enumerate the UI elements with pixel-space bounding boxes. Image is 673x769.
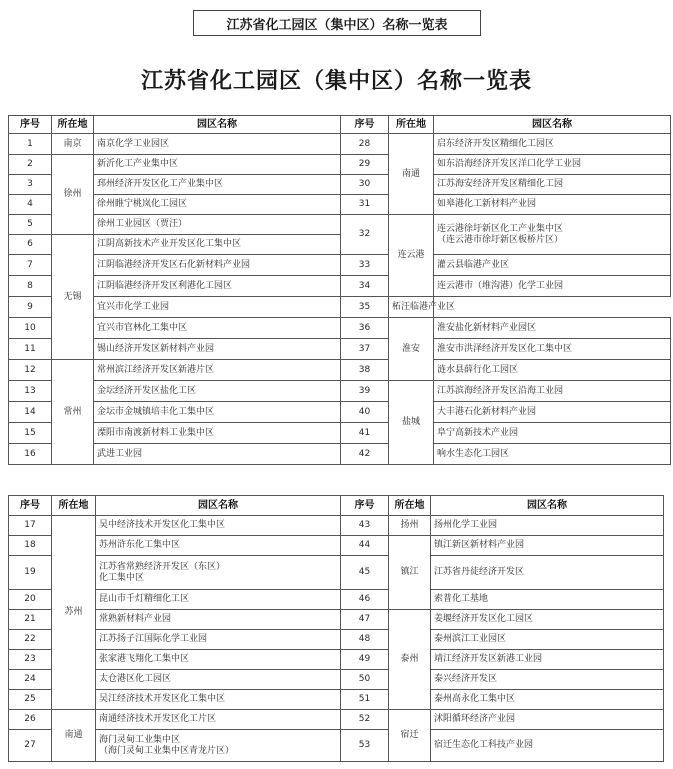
table-row — [9, 670, 664, 690]
park-name: 扬州化学工业园 — [431, 516, 664, 536]
table-row — [9, 318, 671, 339]
header-location: 所在地 — [52, 116, 94, 134]
row-no: 25 — [9, 690, 52, 710]
header-park-name: 园区名称 — [94, 116, 341, 134]
header-park-name: 园区名称 — [431, 496, 664, 516]
row-no: 47 — [341, 610, 389, 630]
park-table-1 — [8, 115, 671, 465]
row-no: 17 — [9, 516, 52, 536]
row-no: 35 — [341, 297, 389, 318]
park-name: 江苏扬子江国际化学工业园 — [96, 630, 341, 650]
park-name: 沭阳循环经济产业园 — [431, 710, 664, 730]
row-no: 40 — [341, 402, 389, 423]
park-name: 镇江新区新材料产业园 — [431, 536, 664, 556]
park-name: 响水生态化工园区 — [434, 444, 671, 465]
park-name: 淮安市洪泽经济开发区化工集中区 — [434, 339, 671, 360]
table-row — [9, 255, 671, 276]
table-row — [9, 556, 664, 590]
row-no: 8 — [9, 276, 52, 297]
park-name: 张家港飞翔化工集中区 — [96, 650, 341, 670]
row-no: 51 — [341, 690, 389, 710]
table-row — [9, 297, 671, 318]
row-no: 37 — [341, 339, 389, 360]
park-name: 泰兴经济开发区 — [431, 670, 664, 690]
row-no: 46 — [341, 590, 389, 610]
row-no: 41 — [341, 423, 389, 444]
park-name: 涟水县薛行化工园区 — [434, 360, 671, 381]
row-no: 5 — [9, 215, 52, 235]
row-no: 12 — [9, 360, 52, 381]
park-name: 启东经济开发区精细化工园区 — [434, 134, 671, 155]
location-cell: 淮安 — [389, 318, 434, 381]
park-name-line: 连云港徐圩新区化工产业集中区 — [437, 223, 564, 234]
park-name: 江阴临港经济开发区利港化工园区 — [94, 276, 341, 297]
row-no: 52 — [341, 710, 389, 730]
location-cell: 南京 — [52, 134, 94, 155]
park-name: 邳州经济开发区化工产业集中区 — [94, 175, 341, 195]
park-name: 江阴高新技术产业开发区化工集中区 — [94, 235, 341, 255]
row-no: 33 — [341, 255, 389, 276]
park-name: 溧阳市南渡新材料工业集中区 — [94, 423, 341, 444]
location-cell: 盐城 — [389, 381, 434, 465]
park-name: 灌云县临港产业区 — [434, 255, 671, 276]
park-name: 宿迁生态化工科技产业园 — [431, 730, 664, 762]
header-no: 序号 — [341, 496, 389, 516]
park-name: 常州滨江经济开发区新港片区 — [94, 360, 341, 381]
row-no: 19 — [9, 556, 52, 590]
row-no: 44 — [341, 536, 389, 556]
park-name: 昆山市千灯精细化工区 — [96, 590, 341, 610]
table-row — [9, 134, 671, 155]
row-no: 22 — [9, 630, 52, 650]
row-no: 32 — [341, 215, 389, 255]
park-name: 徐州工业园区（贾汪） — [94, 215, 341, 235]
park-name: 金坛市金城镇培丰化工集中区 — [94, 402, 341, 423]
park-name: 宜兴市官林化工集中区 — [94, 318, 341, 339]
park-name: 苏州浒东化工集中区 — [96, 536, 341, 556]
park-name: 淮安盐化新材料产业园区 — [434, 318, 671, 339]
table-row — [9, 339, 671, 360]
table-row — [9, 536, 664, 556]
park-table-2 — [8, 495, 664, 762]
location-cell: 徐州 — [52, 155, 94, 235]
header-no: 序号 — [9, 116, 52, 134]
park-name: 如东沿海经济开发区洋口化学工业园 — [434, 155, 671, 175]
park-name: 泰州滨江工业园区 — [431, 630, 664, 650]
park-name: 江苏滨海经济开发区沿海工业园 — [434, 381, 671, 402]
location-cell: 宿迁 — [389, 710, 431, 762]
row-no: 27 — [9, 730, 52, 762]
table-row — [9, 175, 671, 195]
header-park-name: 园区名称 — [434, 116, 671, 134]
header-location: 所在地 — [389, 496, 431, 516]
location-cell: 南通 — [52, 710, 96, 762]
header-location: 所在地 — [52, 496, 96, 516]
location-cell: 苏州 — [52, 516, 96, 710]
row-no: 31 — [341, 195, 389, 215]
park-name: 泰州高永化工集中区 — [431, 690, 664, 710]
park-name — [96, 556, 341, 590]
park-name: 吴中经济技术开发区化工集中区 — [96, 516, 341, 536]
row-no: 2 — [9, 155, 52, 175]
location-cell: 镇江 — [389, 536, 431, 610]
park-name: 新沂化工产业集中区 — [94, 155, 341, 175]
park-name: 江苏省丹徒经济开发区 — [431, 556, 664, 590]
table-header-row — [9, 496, 664, 516]
location-cell: 南通 — [389, 134, 434, 215]
row-no: 7 — [9, 255, 52, 276]
park-name: 如皋港化工新材料产业园 — [434, 195, 671, 215]
park-name: 徐州睢宁桃岚化工园区 — [94, 195, 341, 215]
row-no: 28 — [341, 134, 389, 155]
table-row — [9, 516, 664, 536]
park-name: 索普化工基地 — [431, 590, 664, 610]
row-no: 30 — [341, 175, 389, 195]
location-cell: 常州 — [52, 360, 94, 465]
header-no: 序号 — [9, 496, 52, 516]
table-row — [9, 630, 664, 650]
table-row — [9, 195, 671, 215]
document-title: 江苏省化工园区（集中区）名称一览表 — [140, 68, 532, 94]
table-row — [9, 215, 671, 235]
row-no: 26 — [9, 710, 52, 730]
park-name: 江阴临港经济开发区石化新材料产业园 — [94, 255, 341, 276]
table-row — [9, 423, 671, 444]
header-location: 所在地 — [389, 116, 434, 134]
park-name: 常熟新材料产业园 — [96, 610, 341, 630]
location-cell: 连云港 — [389, 215, 434, 297]
row-no: 49 — [341, 650, 389, 670]
park-name-line: （连云港市徐圩新区板桥片区） — [437, 234, 564, 245]
park-name: 吴江经济技术开发区化工集中区 — [96, 690, 341, 710]
row-no: 34 — [341, 276, 389, 297]
row-no: 6 — [9, 235, 52, 255]
row-no: 29 — [341, 155, 389, 175]
row-no: 14 — [9, 402, 52, 423]
row-no: 15 — [9, 423, 52, 444]
row-no: 21 — [9, 610, 52, 630]
park-name: 靖江经济开发区新港工业园 — [431, 650, 664, 670]
row-no: 9 — [9, 297, 52, 318]
park-name: 姜堰经济开发区化工园区 — [431, 610, 664, 630]
park-name: 江苏海安经济开发区精细化工园 — [434, 175, 671, 195]
table-row — [9, 610, 664, 630]
park-name-line: 化工集中区 — [99, 572, 145, 583]
row-no: 10 — [9, 318, 52, 339]
table-row — [9, 590, 664, 610]
table-row — [9, 155, 671, 175]
park-name: 南京化学工业园区 — [94, 134, 341, 155]
table-row — [9, 650, 664, 670]
row-no: 53 — [341, 730, 389, 762]
table-row — [9, 444, 671, 465]
row-no: 3 — [9, 175, 52, 195]
row-no: 4 — [9, 195, 52, 215]
table-header-row — [9, 116, 671, 134]
table-row — [9, 710, 664, 730]
table-row — [9, 276, 671, 297]
row-no: 42 — [341, 444, 389, 465]
park-name: 宜兴市化学工业园 — [94, 297, 341, 318]
row-no: 39 — [341, 381, 389, 402]
park-name-line: （海门灵甸工业集中区青龙片区） — [99, 745, 235, 756]
location-cell: 无锡 — [52, 235, 94, 360]
row-no: 45 — [341, 556, 389, 590]
table-row — [9, 402, 671, 423]
park-name: 阜宁高新技术产业园 — [434, 423, 671, 444]
park-name — [434, 215, 671, 255]
row-no: 20 — [9, 590, 52, 610]
table-row — [9, 360, 671, 381]
row-no: 43 — [341, 516, 389, 536]
row-no: 16 — [9, 444, 52, 465]
row-no: 13 — [9, 381, 52, 402]
park-name: 大丰港石化新材料产业园 — [434, 402, 671, 423]
row-no: 38 — [341, 360, 389, 381]
row-no: 11 — [9, 339, 52, 360]
row-no: 1 — [9, 134, 52, 155]
park-name-line: 海门灵甸工业集中区 — [99, 734, 181, 745]
row-no: 50 — [341, 670, 389, 690]
location-cell: 泰州 — [389, 610, 431, 710]
park-name: 锡山经济开发区新材料产业园 — [94, 339, 341, 360]
top-title-box: 江苏省化工园区（集中区）名称一览表 — [193, 10, 481, 36]
park-name — [96, 730, 341, 762]
row-no: 24 — [9, 670, 52, 690]
table-row — [9, 690, 664, 710]
table-row — [9, 381, 671, 402]
header-no: 序号 — [341, 116, 389, 134]
park-name: 连云港市（堆沟港）化学工业园 — [434, 276, 671, 297]
park-name-line: 江苏省常熟经济开发区（东区） — [99, 561, 226, 572]
location-cell: 扬州 — [389, 516, 431, 536]
park-name: 武进工业园 — [94, 444, 341, 465]
park-name: 南通经济技术开发区化工片区 — [96, 710, 341, 730]
row-no: 36 — [341, 318, 389, 339]
table-row — [9, 730, 664, 762]
park-name: 金坛经济开发区盐化工区 — [94, 381, 341, 402]
park-name: 太仓港区化工园区 — [96, 670, 341, 690]
row-no: 23 — [9, 650, 52, 670]
row-no: 48 — [341, 630, 389, 650]
header-park-name: 园区名称 — [96, 496, 341, 516]
row-no: 18 — [9, 536, 52, 556]
park-name: 柘汪临港产业区 — [389, 297, 434, 318]
